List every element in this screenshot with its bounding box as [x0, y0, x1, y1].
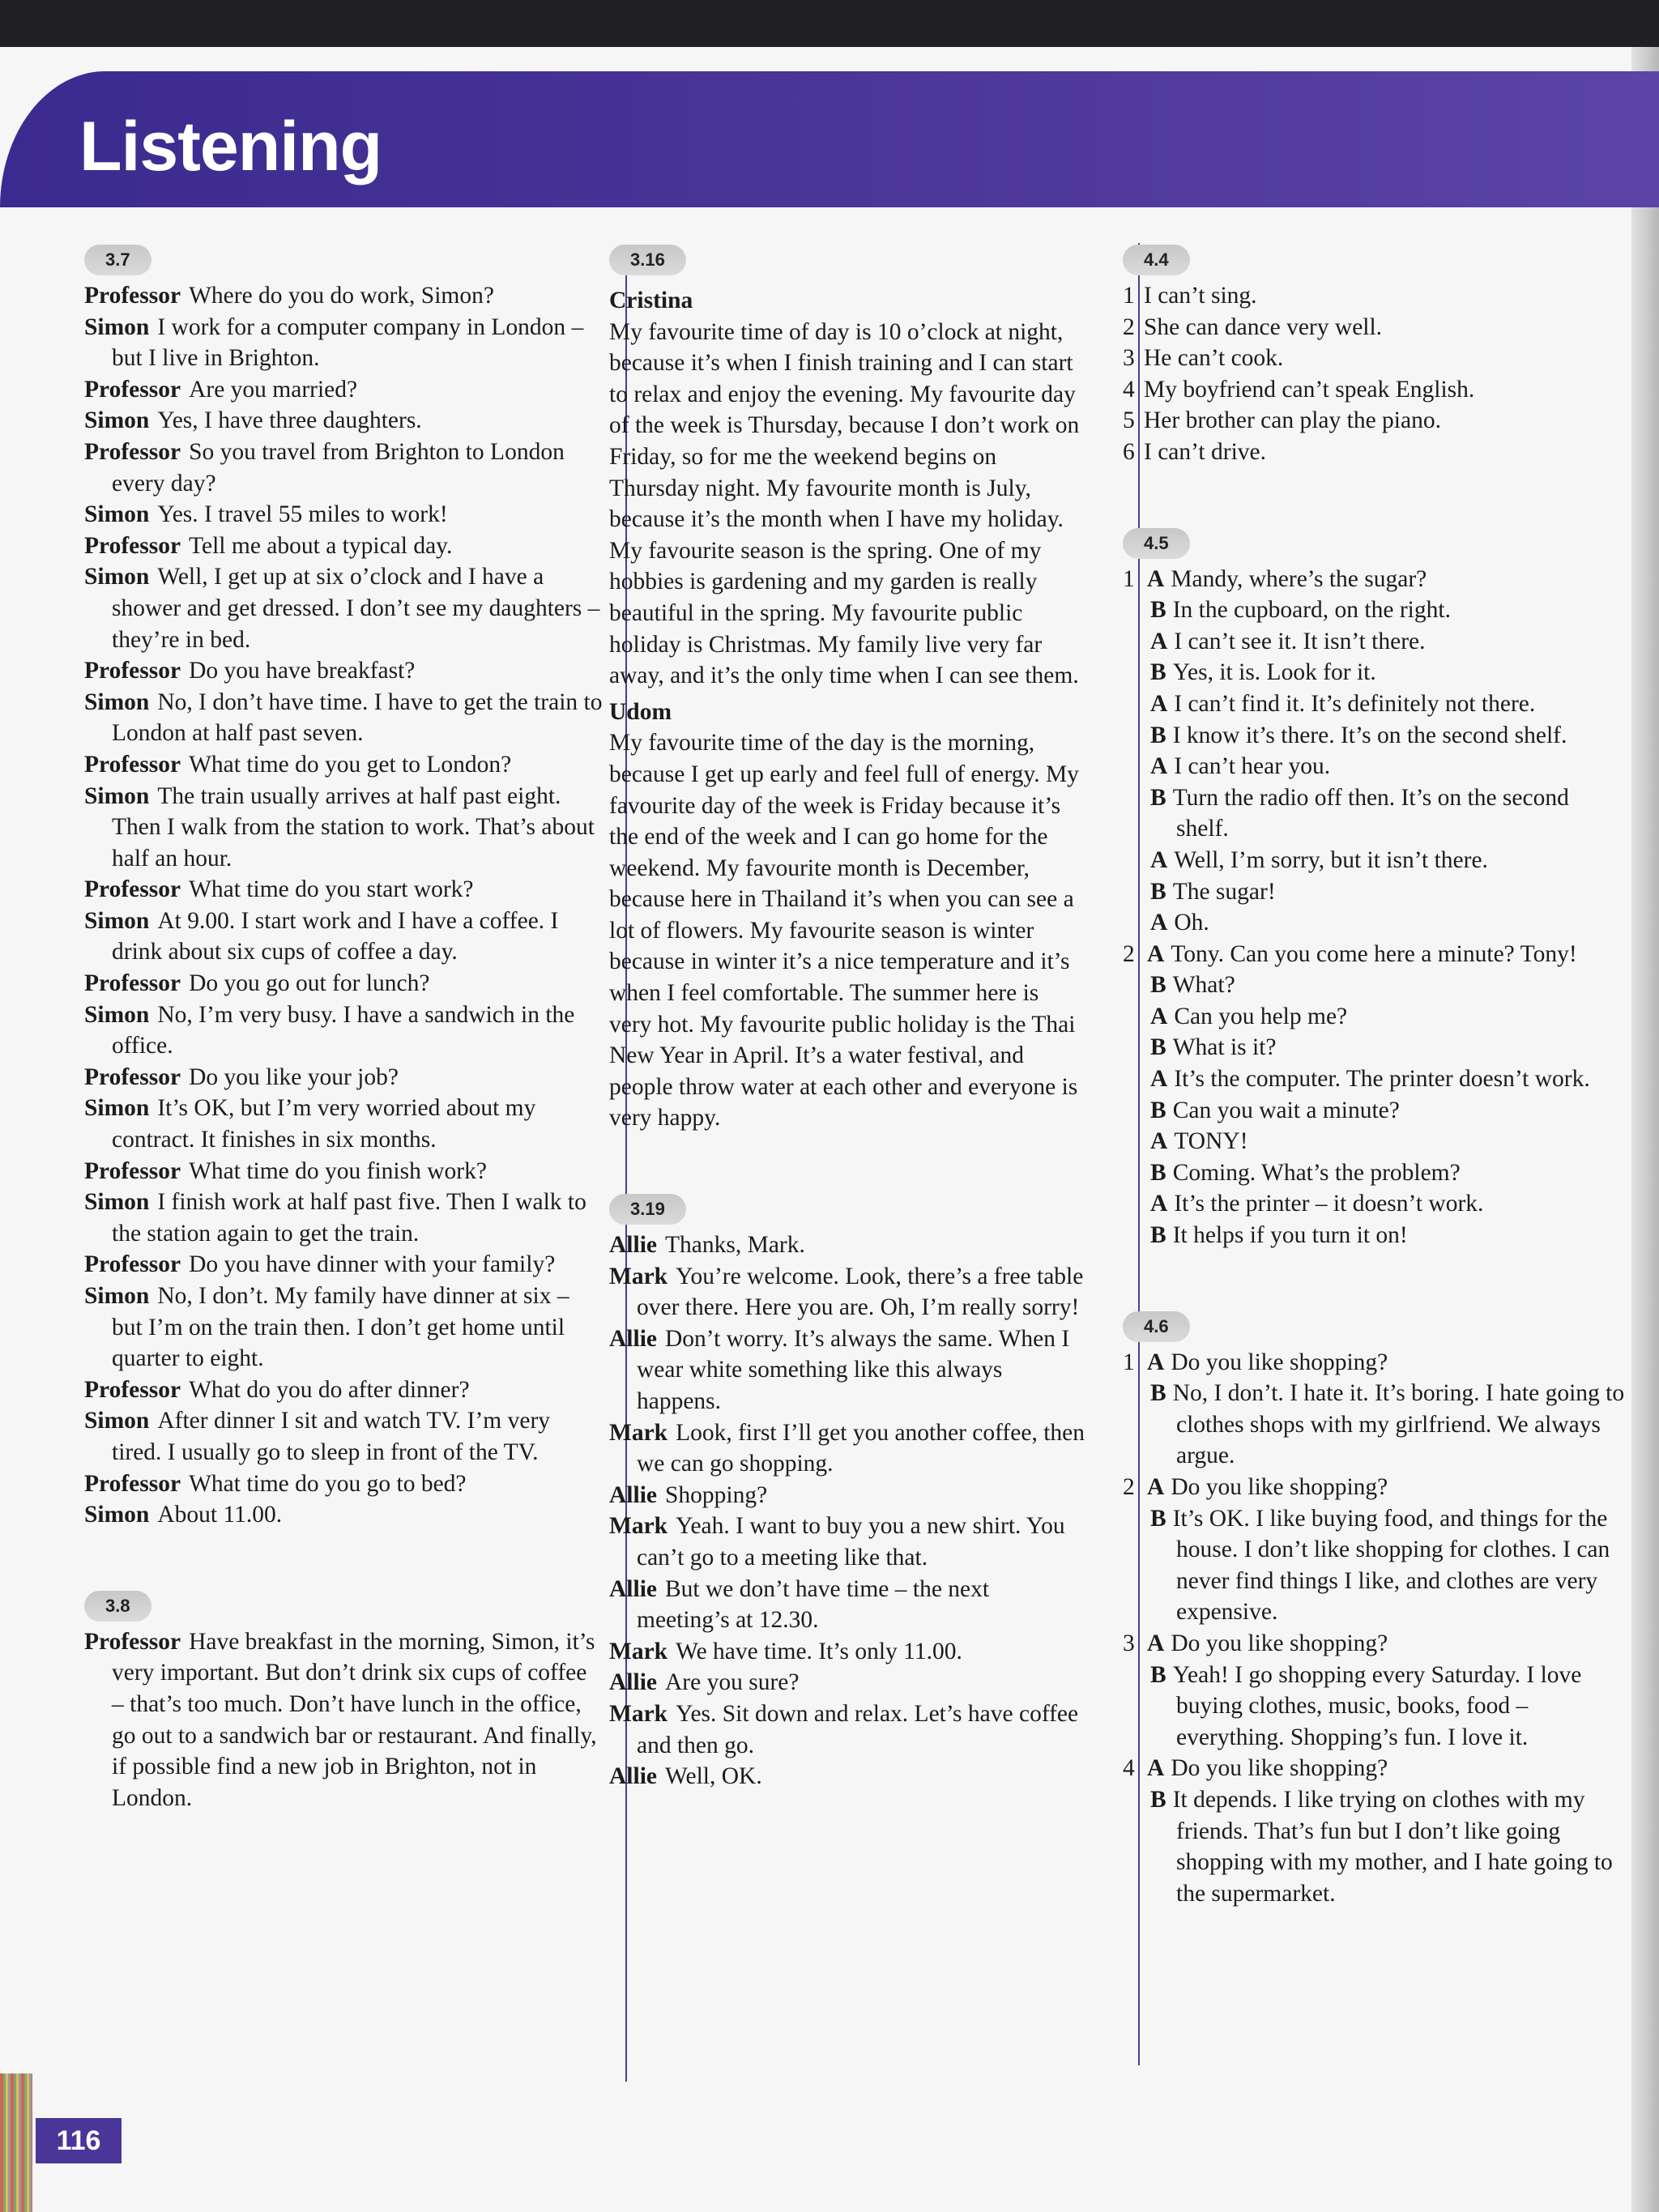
line-text: Can you wait a minute? [1172, 1097, 1400, 1123]
line-text: We have time. It’s only 11.00. [676, 1638, 962, 1664]
line-text: Yes. I travel 55 miles to work! [157, 501, 448, 528]
speaker-label: B [1150, 722, 1166, 748]
line-text: Yeah! I go shopping every Saturday. I love buying clothes, music, books, food – everything. Shopping’s fun. I love it. [1172, 1661, 1582, 1750]
dialogue-line [1123, 1095, 1625, 1127]
line-text: Well, OK. [665, 1763, 762, 1790]
speaker-label: Professor [84, 438, 181, 465]
track-number-badge: 4.6 [1123, 1311, 1190, 1342]
track-number-badge: 3.7 [84, 245, 151, 275]
line-text: Yeah. I want to buy you a new shirt. You can’t go to a meeting like that. [637, 1513, 1065, 1571]
dialogue-line [1123, 1628, 1625, 1660]
speaker-label: Allie [609, 1325, 657, 1352]
dialogue-line [84, 280, 603, 312]
item-text: I can’t drive. [1144, 438, 1266, 465]
dialogue-line [84, 1375, 603, 1406]
dialogue-line [609, 1574, 1087, 1636]
speaker-label: Professor [84, 1251, 181, 1278]
speaker-label: Professor [84, 1376, 181, 1403]
line-text: Yes, it is. Look for it. [1172, 659, 1376, 686]
speaker-label: A [1147, 1755, 1165, 1782]
speaker-name: Udom [609, 698, 672, 725]
dialogue-line [1123, 1660, 1625, 1754]
dialogue-line [1123, 970, 1625, 1001]
speaker-label: Mark [609, 1700, 668, 1727]
speaker-label: B [1150, 1786, 1166, 1813]
line-text: What do you do after dinner? [189, 1376, 470, 1403]
dialogue-line [84, 499, 603, 531]
dialogue-line [84, 1093, 603, 1155]
line-text: Thanks, Mark. [665, 1232, 805, 1259]
speaker-label: Simon [84, 407, 150, 434]
dialogue-line [1123, 751, 1625, 782]
dialogue [1123, 1347, 1625, 1910]
dialogue-line [609, 1480, 1087, 1511]
line-text: I finish work at half past five. Then I walk to the station again to get the train. [112, 1189, 586, 1247]
transcript-4-5 [1123, 526, 1625, 1251]
speaker-label: Allie [609, 1763, 657, 1790]
dialogue-line [609, 1230, 1087, 1261]
track-number-badge: 4.5 [1123, 528, 1190, 559]
dialogue-line [84, 1405, 603, 1468]
dialogue [1123, 564, 1625, 1251]
dialogue-line [1123, 1188, 1625, 1220]
line-text: At 9.00. I start work and I have a coffee. I drink about six cups of coffee a day. [112, 907, 559, 965]
line-text: Shopping? [665, 1481, 768, 1508]
dialogue-line [84, 1062, 603, 1093]
exchange-number: 2 [1123, 940, 1135, 967]
item-text: I can’t sing. [1144, 283, 1257, 309]
dialogue-line [1123, 1472, 1625, 1503]
exchange-number: 3 [1123, 1630, 1135, 1656]
dialogue-line [609, 1667, 1087, 1698]
dialogue-line [84, 374, 603, 406]
transcript-3-7 [84, 243, 603, 1531]
line-text: What is it? [1172, 1034, 1277, 1061]
dialogue-line [609, 1417, 1087, 1480]
speaker-label: B [1150, 597, 1166, 624]
column-2 [609, 243, 1087, 1851]
dialogue-line [609, 1511, 1087, 1573]
line-text: I know it’s there. It’s on the second shelf. [1172, 722, 1567, 748]
dialogue-line [1123, 845, 1625, 876]
speaker-label: B [1150, 659, 1166, 686]
speaker-label: Professor [84, 876, 181, 903]
speaker-label: Simon [84, 907, 150, 934]
line-text: I can’t see it. It isn’t there. [1174, 628, 1426, 654]
line-text: No, I’m very busy. I have a sandwich in the office. [112, 1001, 575, 1059]
speaker-label: Allie [609, 1575, 657, 1602]
dialogue-line [84, 1187, 603, 1249]
speaker-label: Mark [609, 1513, 668, 1540]
line-text: Tell me about a typical day. [189, 532, 453, 559]
dialogue-line [1123, 939, 1625, 970]
dialogue-line [84, 1626, 603, 1814]
line-text: The sugar! [1172, 878, 1276, 905]
dialogue-line [1123, 876, 1625, 908]
track-number-badge: 4.4 [1123, 245, 1190, 275]
page-title: Listening [79, 108, 382, 185]
dialogue-line [1123, 595, 1625, 626]
dialogue-line [84, 687, 603, 749]
dialogue-line [84, 312, 603, 374]
column-1 [84, 243, 603, 1872]
line-text: So you travel from Brighton to London every day? [112, 438, 565, 497]
speaker-label: Simon [84, 313, 150, 340]
speaker-label: Simon [84, 564, 150, 590]
list-item [1123, 343, 1625, 374]
dialogue [84, 280, 603, 1531]
page-number: 116 [36, 2118, 122, 2163]
dialogue-line [1123, 1784, 1625, 1909]
exchange-number: 2 [1123, 1474, 1135, 1500]
line-text: Where do you do work, Simon? [189, 283, 494, 309]
item-number: 4 [1123, 376, 1135, 403]
speaker-label: A [1147, 940, 1165, 967]
line-text: I can’t hear you. [1174, 753, 1331, 780]
dialogue-line [1123, 907, 1625, 939]
line-text: Do you like your job? [189, 1063, 399, 1090]
line-text: Can you help me? [1174, 1003, 1348, 1029]
speaker-label: Simon [84, 1189, 150, 1216]
speaker-label: Simon [84, 1095, 150, 1122]
line-text: Have breakfast in the morning, Simon, it’s very important. But don’t drink six cups of coffee – that’s too much. Don’t have lunch in the office, go out to a sandwich bar or restaurant. And finally, if possible find a new job in Brighton, not in London. [112, 1628, 597, 1811]
item-number: 5 [1123, 407, 1135, 434]
dialogue-line [84, 1468, 603, 1500]
speaker-label: Simon [84, 1408, 150, 1434]
line-text: It’s OK. I like buying food, and things for the house. I don’t like shopping for clothes. I can never find things I like, and clothes are very expensive. [1172, 1505, 1610, 1626]
dialogue-line [84, 531, 603, 562]
speaker-label: Professor [84, 1628, 181, 1655]
line-text: Do you have breakfast? [189, 658, 416, 684]
line-text: It helps if you turn it on! [1172, 1222, 1408, 1249]
item-text: My boyfriend can’t speak English. [1144, 376, 1475, 403]
transcript-3-19 [609, 1192, 1087, 1792]
dialogue-line [1123, 626, 1625, 658]
speaker-label: A [1147, 565, 1165, 592]
list-item [1123, 312, 1625, 343]
line-text: Yes. Sit down and relax. Let’s have coffee and then go. [637, 1700, 1079, 1758]
speaker-label: Professor [84, 1157, 181, 1184]
list-item [1123, 280, 1625, 312]
speaker-label: Simon [84, 501, 150, 528]
dialogue-line [1123, 720, 1625, 752]
line-text: Are you married? [189, 376, 358, 403]
dialogue-line [609, 1698, 1087, 1761]
transcript-3-16 [609, 243, 1087, 1134]
speaker-label: B [1150, 1034, 1166, 1061]
dialogue-line [609, 1761, 1087, 1792]
numbered-list [1123, 280, 1625, 468]
dialogue-line [1123, 657, 1625, 688]
line-text: It’s OK, but I’m very worried about my contract. It finishes in six months. [112, 1095, 536, 1153]
dialogue-line [1123, 1753, 1625, 1784]
dialogue-line [1123, 688, 1625, 720]
item-number: 1 [1123, 283, 1135, 309]
speaker-label: A [1150, 846, 1168, 873]
line-text: About 11.00. [157, 1502, 283, 1528]
line-text: Oh. [1174, 910, 1209, 936]
speaker-label: Professor [84, 532, 181, 559]
speaker-label: Professor [84, 283, 181, 309]
line-text: Don’t worry. It’s always the same. When I wear white something like this always happens. [637, 1325, 1070, 1414]
speaker-label: A [1147, 1630, 1165, 1656]
dialogue-line [1123, 1503, 1625, 1628]
dialogue-line [1123, 1378, 1625, 1472]
line-text: What time do you go to bed? [189, 1470, 467, 1497]
dialogue-line [1123, 564, 1625, 595]
line-text: It’s the printer – it doesn’t work. [1174, 1191, 1484, 1217]
dialogue-line [84, 1281, 603, 1375]
exchange-number: 4 [1123, 1755, 1135, 1782]
line-text: Do you go out for lunch? [189, 970, 430, 997]
speaker-label: Professor [84, 751, 181, 778]
item-text: He can’t cook. [1144, 345, 1284, 372]
speaker-label: B [1150, 1661, 1166, 1688]
speaker-label: Professor [84, 376, 181, 403]
speaker-label: B [1150, 878, 1166, 905]
line-text: You’re welcome. Look, there’s a free table over there. Here you are. Oh, I’m really sorry! [637, 1263, 1084, 1321]
speaker-label: B [1150, 972, 1166, 999]
line-text: Look, first I’ll get you another coffee, then we can go shopping. [637, 1419, 1085, 1477]
column-3 [1123, 243, 1625, 1967]
dialogue-line [1123, 1063, 1625, 1095]
dialogue-line [84, 437, 603, 499]
line-text: What time do you start work? [189, 876, 474, 903]
line-text: What time do you finish work? [189, 1157, 487, 1184]
speaker-label: A [1150, 1066, 1168, 1093]
line-text: Turn the radio off then. It’s on the second shelf. [1172, 784, 1569, 842]
speaker-name: Cristina [609, 288, 693, 313]
dialogue-line [1123, 1220, 1625, 1251]
speaker-label: Professor [84, 970, 181, 997]
line-text: I work for a computer company in London – but I live in Brighton. [112, 313, 584, 372]
dialogue-line [84, 1249, 603, 1281]
speaker-label: B [1150, 1097, 1166, 1123]
speaker-label: Simon [84, 1001, 150, 1028]
line-text: No, I don’t have time. I have to get the train to London at half past seven. [112, 688, 603, 747]
line-text: Do you like shopping? [1171, 1630, 1388, 1656]
transcript-3-8 [84, 1589, 603, 1814]
dialogue-line [1123, 1126, 1625, 1157]
speaker-label: Allie [609, 1232, 657, 1259]
speaker-label: Professor [84, 1470, 181, 1497]
dialogue-line [84, 906, 603, 968]
monologue-text: My favourite time of the day is the morning, because I get up early and feel full of energy. My favourite day of the week is Friday because it’s the end of the week and I can go home for the weekend. My favourite month is December, because here in Thailand it’s when you can see a lot of flowers. My favourite season is winter because in winter it’s a nice temperature and it’s when I feel comfortable. The summer here is very hot. My favourite public holiday is the Thai New Year in April. It’s a water festival, and people throw water at each other and everyone is very happy. [609, 730, 1079, 1132]
line-text: After dinner I sit and watch TV. I’m very tired. I usually go to sleep in front of the TV. [112, 1408, 551, 1465]
line-text: Well, I get up at six o’clock and I have a shower and get dressed. I don’t see my daughters – they’re in bed. [112, 564, 600, 653]
speaker-label: Professor [84, 658, 181, 684]
list-item [1123, 437, 1625, 468]
dialogue-line [609, 1261, 1087, 1323]
speaker-label: B [1150, 1159, 1166, 1186]
dialogue-line [1123, 1347, 1625, 1379]
line-text: It depends. I like trying on clothes with my friends. That’s fun but I don’t like going shopping with my mother, and I hate going to the supermarket. [1172, 1786, 1613, 1907]
speaker-label: Mark [609, 1263, 668, 1289]
page-edge [1631, 47, 1659, 2212]
speaker-label: Mark [609, 1419, 668, 1446]
speaker-label: Simon [84, 782, 150, 809]
speaker-label: B [1150, 1505, 1166, 1532]
line-text: But we don’t have time – the next meeting’s at 12.30. [637, 1575, 990, 1634]
line-text: Do you like shopping? [1171, 1349, 1388, 1375]
line-text: I can’t find it. It’s definitely not there. [1174, 690, 1536, 717]
dialogue-line [84, 405, 603, 437]
dialogue-line [84, 968, 603, 999]
list-item [1123, 405, 1625, 437]
dialogue-line [84, 561, 603, 655]
line-text: Tony. Can you come here a minute? Tony! [1171, 940, 1577, 967]
line-text: Yes, I have three daughters. [157, 407, 422, 434]
line-text: Mandy, where’s the sugar? [1171, 565, 1427, 592]
transcript-4-6 [1123, 1310, 1625, 1910]
line-text: Coming. What’s the problem? [1172, 1159, 1461, 1186]
speaker-label: A [1150, 910, 1168, 936]
dialogue-line [84, 1156, 603, 1187]
dialogue-line [1123, 1001, 1625, 1033]
line-text: Well, I’m sorry, but it isn’t there. [1174, 846, 1488, 873]
line-text: No, I don’t. My family have dinner at six – but I’m on the train then. I don’t get home until quarter to eight. [112, 1283, 569, 1372]
speaker-label: Simon [84, 1502, 150, 1528]
dialogue-line [84, 1499, 603, 1531]
speaker-label: B [1150, 1222, 1166, 1249]
line-text: TONY! [1174, 1128, 1248, 1155]
item-text: Her brother can play the piano. [1144, 407, 1441, 434]
exchange-number: 1 [1123, 1349, 1135, 1375]
speaker-label: A [1150, 628, 1168, 654]
track-number-badge: 3.8 [84, 1591, 151, 1622]
speaker-label: A [1150, 690, 1168, 717]
speaker-label: Mark [609, 1638, 668, 1664]
monologue-text: My favourite time of day is 10 o’clock at night, because it’s when I finish training and I can start to relax and enjoy the evening. My favourite day of the week is Thursday, because I don’t work on Friday, so for me the weekend begins on Thursday night. My favourite month is July, because it’s the month when I have my holiday. My favourite season is the spring. One of my hobbies is gardening and my garden is really beautiful in the spring. My favourite public holiday is Christmas. My family live very far away, and it’s the only time when I can see them. [609, 318, 1080, 689]
dialogue-line [1123, 1157, 1625, 1189]
track-number-badge: 3.19 [609, 1194, 686, 1225]
list-item [1123, 374, 1625, 406]
dialogue-line [84, 874, 603, 906]
line-text: Do you have dinner with your family? [189, 1251, 556, 1278]
line-text: Do you like shopping? [1171, 1474, 1388, 1500]
line-text: No, I don’t. I hate it. It’s boring. I hate going to clothes shops with my girlfriend. We always argue. [1172, 1380, 1625, 1469]
dialogue [84, 1626, 603, 1814]
speaker-label: A [1150, 1191, 1168, 1217]
line-text: Are you sure? [665, 1669, 800, 1696]
speaker-label: Simon [84, 688, 150, 715]
line-text: What? [1172, 972, 1235, 999]
line-text: The train usually arrives at half past eight. Then I walk from the station to work. That’s about half an hour. [112, 782, 595, 872]
dialogue-line [1123, 1032, 1625, 1063]
speaker-label: A [1147, 1474, 1165, 1500]
transcript-4-4 [1123, 243, 1625, 468]
item-number: 6 [1123, 438, 1135, 465]
speaker-label: Simon [84, 1283, 150, 1309]
dialogue-line [609, 1323, 1087, 1417]
line-text: It’s the computer. The printer doesn’t work. [1174, 1066, 1590, 1093]
speaker-label: A [1150, 1003, 1168, 1029]
dialogue [609, 1230, 1087, 1792]
speaker-label: Professor [84, 1063, 181, 1090]
item-number: 2 [1123, 313, 1135, 340]
dialogue-line [84, 749, 603, 781]
item-number: 3 [1123, 345, 1135, 372]
speaker-label: Allie [609, 1669, 657, 1696]
item-text: She can dance very well. [1144, 313, 1383, 340]
line-text: What time do you get to London? [189, 751, 512, 778]
speaker-label: B [1150, 1380, 1166, 1407]
speaker-label: A [1147, 1349, 1165, 1375]
page-edge-tabs [0, 2073, 32, 2212]
line-text: In the cupboard, on the right. [1172, 597, 1451, 624]
track-number-badge: 3.16 [609, 245, 686, 275]
dialogue-line [84, 999, 603, 1062]
exchange-number: 1 [1123, 565, 1135, 592]
dialogue-line [84, 781, 603, 875]
dialogue-line [1123, 782, 1625, 845]
dialogue-line [84, 655, 603, 687]
dialogue-line [609, 1636, 1087, 1668]
line-text: Do you like shopping? [1171, 1755, 1388, 1782]
speaker-label: A [1150, 753, 1168, 780]
speaker-label: Allie [609, 1481, 657, 1508]
speaker-label: A [1150, 1128, 1168, 1155]
speaker-label: B [1150, 784, 1166, 811]
